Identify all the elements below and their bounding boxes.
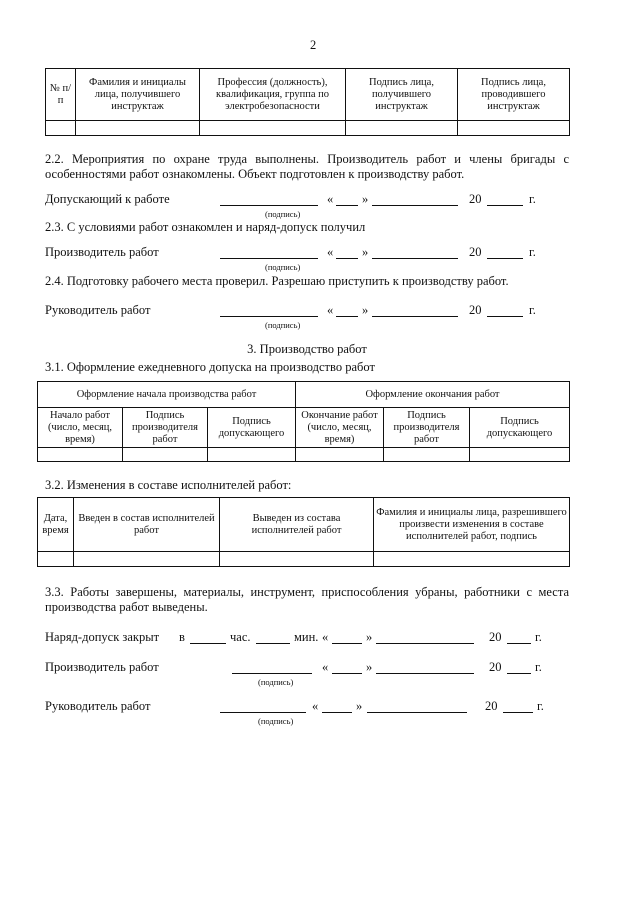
closed-day-line[interactable] [332,643,362,644]
table-cell[interactable] [46,121,76,136]
quote-close: » [362,303,369,317]
closed-minute-line[interactable] [256,643,290,644]
table-cell[interactable] [346,121,458,136]
table-row [38,448,570,462]
year-prefix: 20 [485,699,498,713]
hour-label: час. [230,630,251,644]
producer-signature-line[interactable] [220,258,318,259]
table-row [46,121,570,136]
signature-hint: (подпись) [265,209,301,219]
table-cell[interactable] [200,121,346,136]
table2-header-end: Окончание работ (число, месяц, время) [296,408,384,448]
table2-header-producer-sign-end: Подпись производителя работ [384,408,470,448]
daily-admission-table [37,381,570,462]
table-cell[interactable] [123,448,208,462]
year-suffix: г. [535,660,542,674]
producer-year-line[interactable] [487,258,523,259]
table-cell[interactable] [38,448,123,462]
year-prefix: 20 [489,660,502,674]
staff-changes-table [37,497,570,567]
table-cell[interactable] [374,552,570,567]
section-3-title: 3. Производство работ [247,342,367,356]
instruction-table [45,68,570,136]
work-manager-label: Руководитель работ [45,303,151,317]
table1-header-conducted-sign: Подпись лица, проводившего инструктаж [458,69,570,121]
section-2-4-text: 2.4. Подготовку рабочего места проверил. Разрешаю приступить к производству работ. [45,274,509,288]
closed-hour-line[interactable] [190,643,226,644]
final-producer-month-line[interactable] [376,673,474,674]
section-3-3-text: 3.3. Работы завершены, материалы, инструмент, приспособления убраны, работники с места производства работ выведены. [45,585,569,614]
table3-header-authorizer: Фамилия и инициалы лица, разрешившего произвести изменения в составе исполнителей работ, подпись [374,498,570,552]
manager-day-line[interactable] [336,316,358,317]
quote-close: » [362,245,369,259]
table3-header-added: Введен в состав исполнителей работ [74,498,220,552]
quote-open: « [322,630,329,644]
at-label: в [179,630,185,644]
final-manager-label: Руководитель работ [45,699,151,713]
section-2-3-text: 2.3. С условиями работ ознакомлен и наряд-допуск получил [45,220,366,234]
final-manager-month-line[interactable] [367,712,467,713]
final-producer-signature-line[interactable] [232,673,312,674]
table-cell[interactable] [384,448,470,462]
table-cell[interactable] [470,448,570,462]
closed-month-line[interactable] [376,643,474,644]
table2-group-start: Оформление начала производства работ [38,382,296,408]
table2-header-producer-sign: Подпись производителя работ [123,408,208,448]
page-number: 2 [310,38,317,52]
table3-header-date: Дата, время [38,498,74,552]
quote-open: « [327,192,334,206]
quote-open: « [322,660,329,674]
table-cell[interactable] [38,552,74,567]
table2-header-start: Начало работ (число, месяц, время) [38,408,123,448]
admitter-label: Допускающий к работе [45,192,170,206]
table-cell[interactable] [220,552,374,567]
year-suffix: г. [529,303,536,317]
minute-label: мин. [294,630,319,644]
table2-header-admitter-sign: Подпись допускающего [208,408,296,448]
quote-open: « [327,303,334,317]
producer-month-line[interactable] [372,258,458,259]
table-cell[interactable] [458,121,570,136]
admitter-signature-line[interactable] [220,205,318,206]
year-prefix: 20 [489,630,502,644]
quote-open: « [327,245,334,259]
table2-group-end: Оформление окончания работ [296,382,570,408]
quote-close: » [356,699,363,713]
year-suffix: г. [529,245,536,259]
section-2-2-text: 2.2. Мероприятия по охране труда выполнены. Производитель работ и члены бригады с особенностями работ ознакомлены. Объект подготовлен к производству работ. [45,152,569,181]
year-prefix: 20 [469,192,482,206]
admitter-month-line[interactable] [372,205,458,206]
closed-year-line[interactable] [507,643,531,644]
table1-header-received-sign: Подпись лица, получившего инструктаж [346,69,458,121]
admitter-day-line[interactable] [336,205,358,206]
year-prefix: 20 [469,245,482,259]
final-producer-day-line[interactable] [332,673,362,674]
final-producer-year-line[interactable] [507,673,531,674]
work-producer-label: Производитель работ [45,245,159,259]
quote-close: » [362,192,369,206]
quote-close: » [366,660,373,674]
year-suffix: г. [529,192,536,206]
final-manager-day-line[interactable] [322,712,352,713]
table-cell[interactable] [76,121,200,136]
signature-hint: (подпись) [265,320,301,330]
manager-month-line[interactable] [372,316,458,317]
table2-header-admitter-sign-end: Подпись допускающего [470,408,570,448]
manager-signature-line[interactable] [220,316,318,317]
table1-header-name: Фамилия и инициалы лица, получившего инструктаж [76,69,200,121]
section-3-2-text: 3.2. Изменения в составе исполнителей работ: [45,478,292,492]
table3-header-removed: Выведен из состава исполнителей работ [220,498,374,552]
admitter-year-line[interactable] [487,205,523,206]
year-suffix: г. [537,699,544,713]
table-cell[interactable] [74,552,220,567]
table1-header-profession: Профессия (должность), квалификация, группа по электробезопасности [200,69,346,121]
section-3-1-text: 3.1. Оформление ежедневного допуска на производство работ [45,360,375,374]
permit-closed-label: Наряд-допуск закрыт [45,630,160,644]
table-cell[interactable] [208,448,296,462]
quote-open: « [312,699,319,713]
final-manager-year-line[interactable] [503,712,533,713]
final-manager-signature-line[interactable] [220,712,306,713]
table-row [38,552,570,567]
quote-close: » [366,630,373,644]
final-producer-label: Производитель работ [45,660,159,674]
year-prefix: 20 [469,303,482,317]
signature-hint: (подпись) [258,677,294,687]
manager-year-line[interactable] [487,316,523,317]
signature-hint: (подпись) [258,716,294,726]
table-cell[interactable] [296,448,384,462]
year-suffix: г. [535,630,542,644]
signature-hint: (подпись) [265,262,301,272]
producer-day-line[interactable] [336,258,358,259]
table1-header-num: № п/п [46,69,76,121]
